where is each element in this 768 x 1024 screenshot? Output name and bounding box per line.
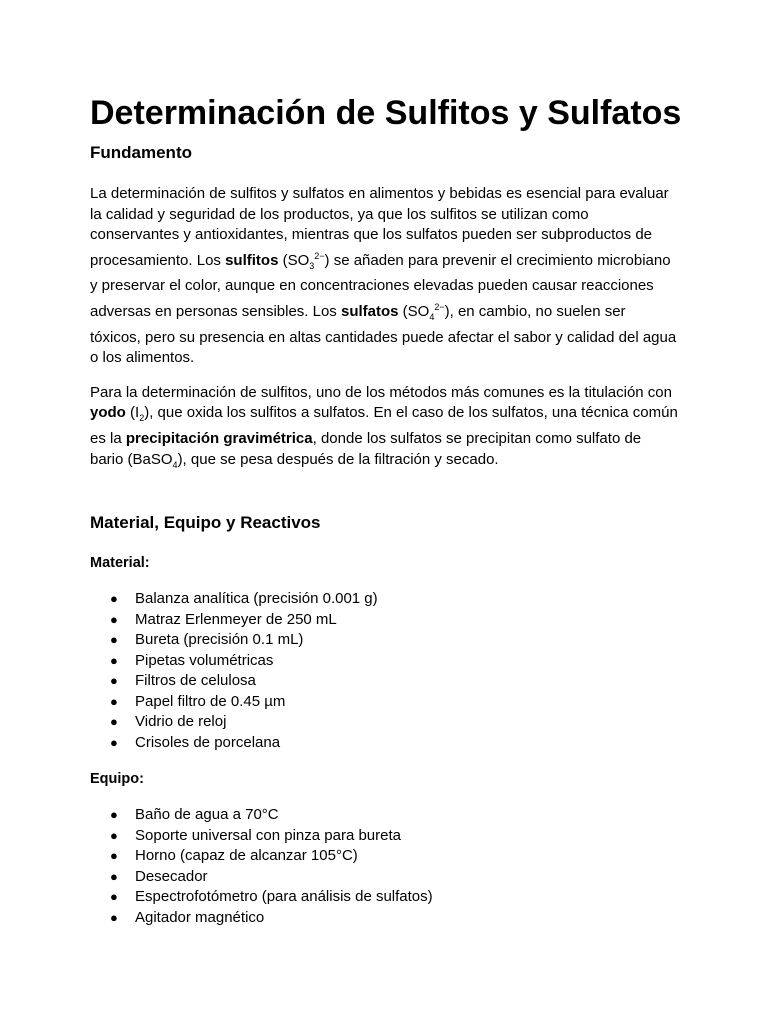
list-item-text: Horno (capaz de alcanzar 105°C) xyxy=(135,847,358,865)
bullet-icon: ● xyxy=(110,807,118,823)
bullet-icon: ● xyxy=(110,673,118,689)
bullet-icon: ● xyxy=(110,652,118,668)
bullet-icon: ● xyxy=(110,693,118,709)
list-item xyxy=(90,887,678,908)
list-item-text: Papel filtro de 0.45 µm xyxy=(135,692,286,710)
term-sulfatos: sulfatos xyxy=(340,302,399,320)
bullet-icon: ● xyxy=(110,632,118,648)
equipo-list xyxy=(90,805,678,928)
fundamento-heading: Fundamento xyxy=(90,143,192,162)
equipo-subheading: Equipo: xyxy=(90,771,144,788)
list-item-text: Desecador xyxy=(135,867,208,885)
list-item-text: Crisoles de porcelana xyxy=(135,733,281,751)
list-item xyxy=(90,671,678,692)
list-item xyxy=(90,651,678,672)
bullet-icon: ● xyxy=(110,827,118,843)
bullet-icon: ● xyxy=(110,868,118,884)
list-item-text: Balanza analítica (precisión 0.001 g) xyxy=(135,590,378,608)
bullet-icon: ● xyxy=(110,611,118,627)
bullet-icon: ● xyxy=(110,848,118,864)
list-item xyxy=(90,733,678,754)
list-item xyxy=(90,846,678,867)
fundamento-paragraph-2: Para la determinación de sulfitos, uno de los métodos más comunes es la titulación con yodo $(I_2)$, que oxida los sulfitos a sulfatos. En el caso de los sulfatos, una técnica común es la precipitación gravimétrica, donde los sulfatos se precipitan como sulfato de bario (BaSO$_4$), que se pesa después de la filtración y secado. xyxy=(90,383,678,470)
term-yodo: yodo xyxy=(90,404,126,422)
term-precipitacion-gravimetrica: precipitación gravimétrica xyxy=(125,429,313,447)
bullet-icon: ● xyxy=(110,889,118,905)
list-item xyxy=(90,630,678,651)
list-item-text: Soporte universal con pinza para bureta xyxy=(135,826,402,844)
material-subheading: Material: xyxy=(90,555,150,572)
list-item xyxy=(90,589,678,610)
bullet-icon: ● xyxy=(110,909,118,925)
list-item-text: Baño de agua a 70°C xyxy=(135,806,279,824)
list-item xyxy=(90,826,678,847)
bullet-icon: ● xyxy=(110,734,118,750)
list-item xyxy=(90,692,678,713)
material-list xyxy=(90,589,678,753)
list-item xyxy=(90,610,678,631)
list-item-text: Pipetas volumétricas xyxy=(135,651,274,669)
list-item xyxy=(90,908,678,929)
page-title: Determinación de Sulfitos y Sulfatos xyxy=(90,94,682,132)
list-item-text: Bureta (precisión 0.1 mL) xyxy=(135,631,304,649)
list-item xyxy=(90,712,678,733)
list-item-text: Filtros de celulosa xyxy=(135,672,256,690)
list-item-text: Espectrofotómetro (para análisis de sulfatos) xyxy=(135,888,433,906)
list-item xyxy=(90,867,678,888)
list-item-text: Agitador magnético xyxy=(135,908,265,926)
list-item-text: Vidrio de reloj xyxy=(135,713,227,731)
bullet-icon: ● xyxy=(110,714,118,730)
list-item xyxy=(90,805,678,826)
bullet-icon: ● xyxy=(110,591,118,607)
list-item-text: Matraz Erlenmeyer de 250 mL xyxy=(135,610,337,628)
materiales-heading: Material, Equipo y Reactivos xyxy=(90,513,321,533)
fundamento-paragraph-1: La determinación de sulfitos y sulfatos en alimentos y bebidas es esencial para evaluar la calidad y seguridad de los productos, ya que los sulfitos se utilizan como conservantes y antioxidantes, mientras que los sulfatos pueden ser subproductos de procesamiento. Los sulfitos $(SO_3^{2-})$ se añaden para prevenir el crecimiento microbiano y preservar el color, aunque en concentraciones elevadas pueden causar reacciones adversas en personas sensibles. Los sulfatos $(SO_4^{2-})$, en cambio, no suelen ser tóxicos, pero su presencia en altas cantidades puede afectar el sabor y calidad del agua o los alimentos. xyxy=(90,185,677,367)
term-sulfitos: sulfitos xyxy=(225,251,279,269)
